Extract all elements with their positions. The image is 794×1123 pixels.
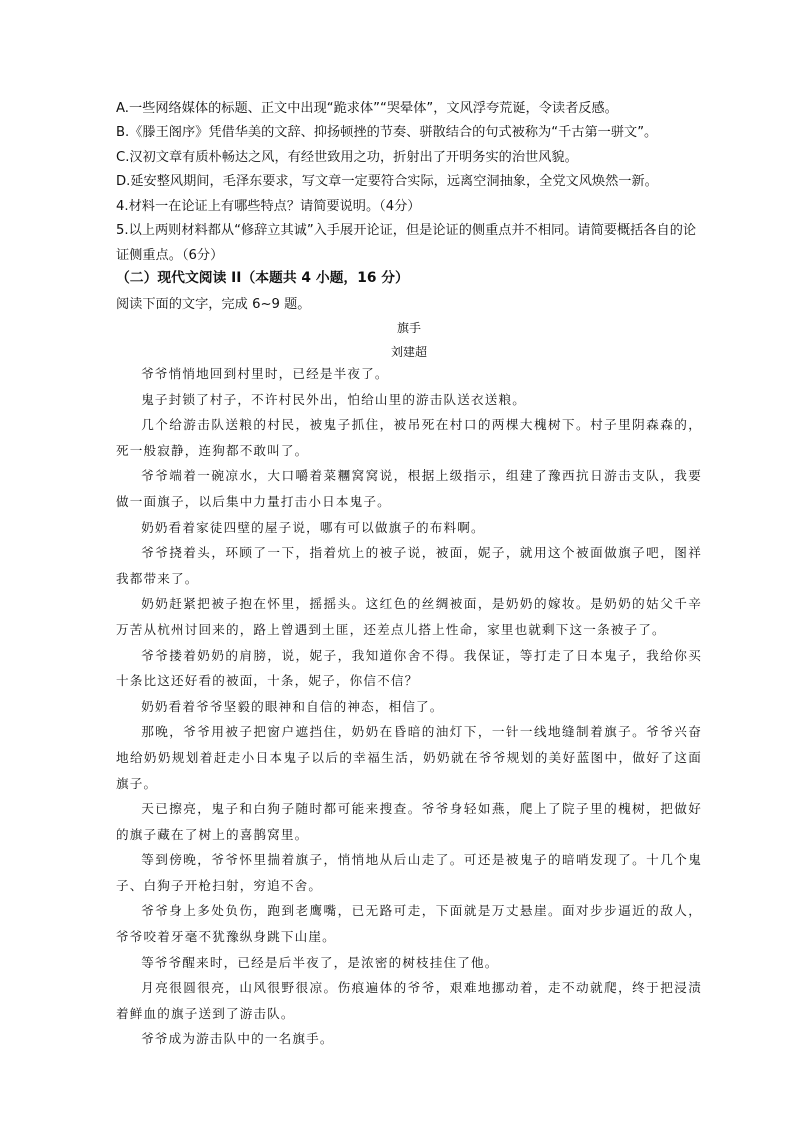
story-paragraph: 奶奶赶紧把被子抱在怀里，摇摇头。这红色的丝绸被面，是奶奶的嫁妆。是奶奶的姑父千辛万苦从杭州讨回来的，路上曾遇到土匪，还差点儿搭上性命，家里也就剩下这一条被子了。 bbox=[116, 596, 702, 637]
story-paragraph: 天已擦亮，鬼子和白狗子随时都可能来搜查。爷爷身轻如燕，爬上了院子里的槐树，把做好的旗子藏在了树上的喜鹊窝里。 bbox=[116, 801, 702, 842]
section-instruction: 阅读下面的文字，完成 6~9 题。 bbox=[116, 297, 311, 312]
question-5: 5.以上两则材料都从“修辞立其诚”入手展开论证，但是论证的侧重点并不相同。请简要概括各自的论证侧重点。（6分） bbox=[116, 223, 697, 263]
story-body bbox=[116, 361, 702, 1052]
story-paragraph: 月亮很圆很亮，山风很野很凉。伤痕遍体的爷爷，艰难地挪动着，走不动就爬，终于把浸渍着鲜血的旗子送到了游击队。 bbox=[116, 980, 702, 1021]
story-paragraph: 几个给游击队送粮的村民，被鬼子抓住，被吊死在村口的两棵大槐树下。村子里阴森森的，死一般寂静，连狗都不敢叫了。 bbox=[116, 417, 702, 458]
story-paragraph: 爷爷身上多处负伤，跑到老鹰嘴，已无路可走，下面就是万丈悬崖。面对步步逼近的敌人，爷爷咬着牙毫不犹豫纵身跳下山崖。 bbox=[116, 903, 702, 945]
option-a: A.一些网络媒体的标题、正文中出现“跪求体”“哭晕体”，文风浮夸荒诞，令读者反感。 bbox=[116, 101, 618, 116]
story-paragraph: 爷爷挠着头，环顾了一下，指着炕上的被子说，被面，妮子，就用这个被面做旗子吧，图祥我都带来了。 bbox=[116, 545, 702, 586]
section-heading: （二）现代文阅读 II（本题共 4 小题，16 分） bbox=[116, 270, 409, 286]
story-paragraph: 等爷爷醒来时，已经是后半夜了，是浓密的树枝挂住了他。 bbox=[141, 954, 499, 970]
story-author: 刘建超 bbox=[390, 345, 427, 359]
story-paragraph: 爷爷端着一碗凉水，大口嚼着菜糰窝窝说，根据上级指示，组建了豫西抗日游击支队，我要做一面旗子，以后集中力量打击小日本鬼子。 bbox=[116, 468, 702, 509]
story-paragraph: 那晚，爷爷用被子把窗户遮挡住，奶奶在昏暗的油灯下，一针一线地缝制着旗子。爷爷兴奋地给奶奶规划着赶走小日本鬼子以后的幸福生活，奶奶就在爷爷规划的美好蓝图中，做好了这面旗子。 bbox=[116, 724, 702, 791]
story-paragraph: 奶奶看着家徒四壁的屋子说，哪有可以做旗子的布料啊。 bbox=[141, 519, 485, 535]
question-4: 4.材料一在论证上有哪些特点？请简要说明。（4分） bbox=[116, 199, 421, 214]
story-paragraph: 爷爷悄悄地回到村里时，已经是半夜了。 bbox=[141, 366, 389, 381]
story-paragraph: 奶奶看着爷爷坚毅的眼神和自信的神态，相信了。 bbox=[141, 698, 444, 714]
option-c: C.汉初文章有质朴畅达之风，有经世致用之功，折射出了开明务实的治世风貌。 bbox=[116, 150, 578, 165]
story-paragraph: 爷爷成为游击队中的一名旗手。 bbox=[141, 1031, 334, 1047]
story-paragraph: 鬼子封锁了村子，不许村民外出，怕给山里的游击队送衣送粮。 bbox=[141, 391, 527, 407]
option-d: D.延安整风期间，毛泽东要求，写文章一定要符合实际，远离空洞抽象，全党文风焕然一新。 bbox=[116, 174, 658, 189]
option-b: B.《滕王阁序》凭借华美的文辞、抑扬顿挫的节奏、骈散结合的句式被称为“千古第一骈文”。 bbox=[116, 125, 658, 140]
story-title: 旗手 bbox=[396, 321, 421, 335]
story-paragraph: 等到傍晚，爷爷怀里揣着旗子，悄悄地从后山走了。可还是被鬼子的暗哨发现了。十几个鬼子、白狗子开枪扫射，穷追不舍。 bbox=[116, 852, 702, 893]
story-paragraph: 爷爷搂着奶奶的肩膀，说，妮子，我知道你舍不得。我保证，等打走了日本鬼子，我给你买十条比这还好看的被面，十条，妮子，你信不信？ bbox=[116, 647, 702, 689]
